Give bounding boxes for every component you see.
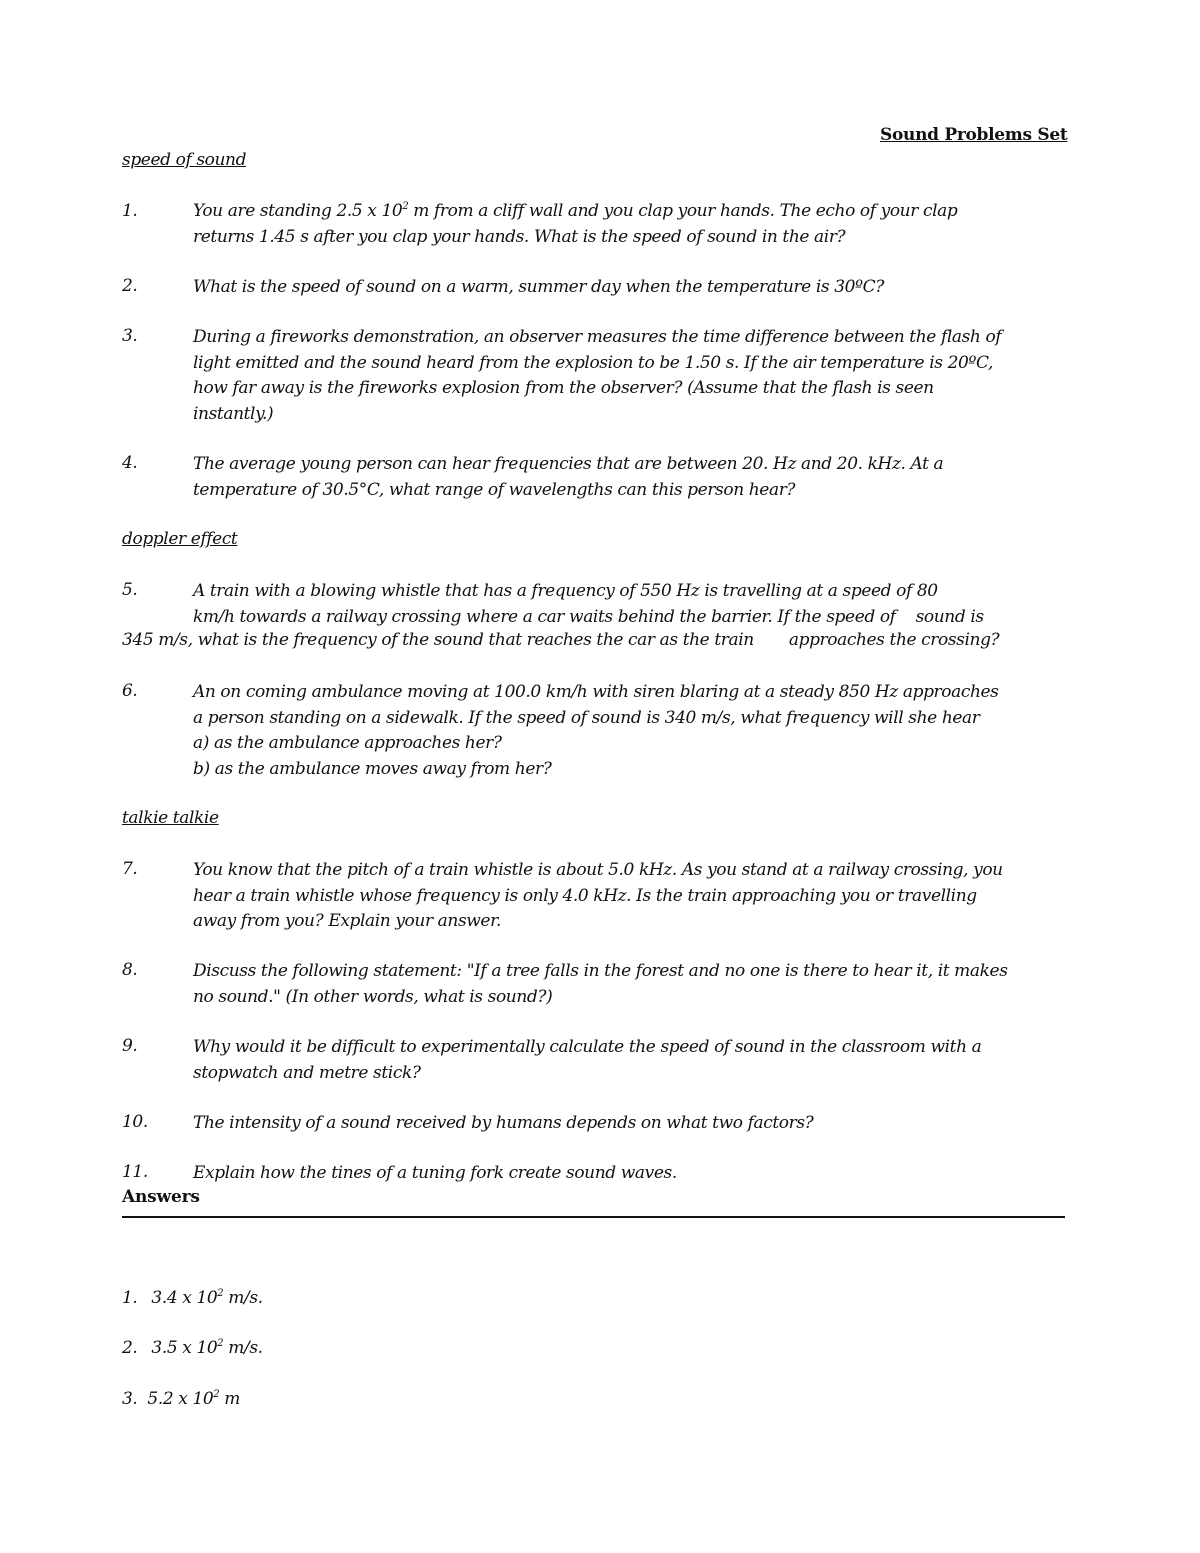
question-number: 8.	[122, 960, 138, 980]
question-text-line: The average young person can hear frequencies that are between 20. Hz and 20. kHz. At a	[193, 454, 944, 474]
question-number: 4.	[122, 453, 138, 473]
question-number: 11.	[122, 1162, 148, 1182]
question-number: 3.	[122, 326, 138, 346]
question-text-line: Explain how the tines of a tuning fork create sound waves.	[193, 1163, 677, 1183]
question-text-line: During a fireworks demonstration, an observer measures the time difference between the flash of	[193, 327, 1002, 347]
question-text-line: Discuss the following statement: "If a tree falls in the forest and no one is there to hear it, it makes	[193, 961, 1008, 981]
question-text-line: temperature of 30.5°C, what range of wavelengths can this person hear?	[193, 480, 796, 500]
question-text-line: a person standing on a sidewalk. If the speed of sound is 340 m/s, what frequency will she hear	[193, 708, 980, 728]
question-number: 7.	[122, 859, 138, 879]
question-text-line: 345 m/s, what is the frequency of the sound that reaches the car as the train approaches the crossing?	[122, 630, 1000, 650]
question-number: 6.	[122, 681, 138, 701]
question-number: 5.	[122, 580, 138, 600]
answers-heading: Answers	[122, 1187, 200, 1207]
question-text-line: no sound." (In other words, what is sound?)	[193, 987, 553, 1007]
question-text-line: b) as the ambulance moves away from her?	[193, 759, 552, 779]
question-text-line: stopwatch and metre stick?	[193, 1063, 421, 1083]
question-text-line: km/h towards a railway crossing where a car waits behind the barrier. If the speed of sound is	[193, 607, 984, 627]
question-text-line: a) as the ambulance approaches her?	[193, 733, 502, 753]
question-number: 1.	[122, 201, 138, 221]
question-text-line: Why would it be difficult to experimentally calculate the speed of sound in the classroom with a	[193, 1037, 982, 1057]
question-number: 10.	[122, 1112, 148, 1132]
section-heading-speed-of-sound: speed of sound	[122, 150, 247, 170]
answer-1: 1. 3.4 x $10^2$ m/s.	[122, 1288, 263, 1308]
question-text-line: What is the speed of sound on a warm, summer day when the temperature is 30ºC?	[193, 277, 884, 297]
question-text-line: instantly.)	[193, 404, 274, 424]
question-text-line: The intensity of a sound received by humans depends on what two factors?	[193, 1113, 814, 1133]
page-title: Sound Problems Set	[880, 125, 1068, 145]
answer-2: 2. 3.5 x $10^2$ m/s.	[122, 1338, 263, 1358]
question-text-line: how far away is the fireworks explosion from the observer? (Assume that the flash is seen	[193, 378, 934, 398]
question-text-line: hear a train whistle whose frequency is only 4.0 kHz. Is the train approaching you or travelling	[193, 886, 977, 906]
question-text-line: An on coming ambulance moving at 100.0 km/h with siren blaring at a steady 850 Hz approaches	[193, 682, 999, 702]
section-heading-talkie-talkie: talkie talkie	[122, 808, 219, 828]
question-text-line: away from you? Explain your answer.	[193, 911, 501, 931]
question-text-line: light emitted and the sound heard from the explosion to be 1.50 s. If the air temperature is 20ºC,	[193, 353, 994, 373]
question-number: 9.	[122, 1036, 138, 1056]
answers-divider	[122, 1216, 1065, 1218]
answer-3: 3. 5.2 x $10^2$ m	[122, 1389, 240, 1409]
question-text-line: You know that the pitch of a train whistle is about 5.0 kHz. As you stand at a railway crossing, you	[193, 860, 1003, 880]
question-text-line: A train with a blowing whistle that has a frequency of 550 Hz is travelling at a speed of 80	[193, 581, 938, 601]
question-number: 2.	[122, 276, 138, 296]
question-text-line: You are standing 2.5 x $10^2$ m from a cliff wall and you clap your hands. The echo of your clap	[193, 201, 958, 221]
section-heading-doppler-effect: doppler effect	[122, 529, 238, 549]
question-text-line: returns 1.45 s after you clap your hands. What is the speed of sound in the air?	[193, 227, 846, 247]
